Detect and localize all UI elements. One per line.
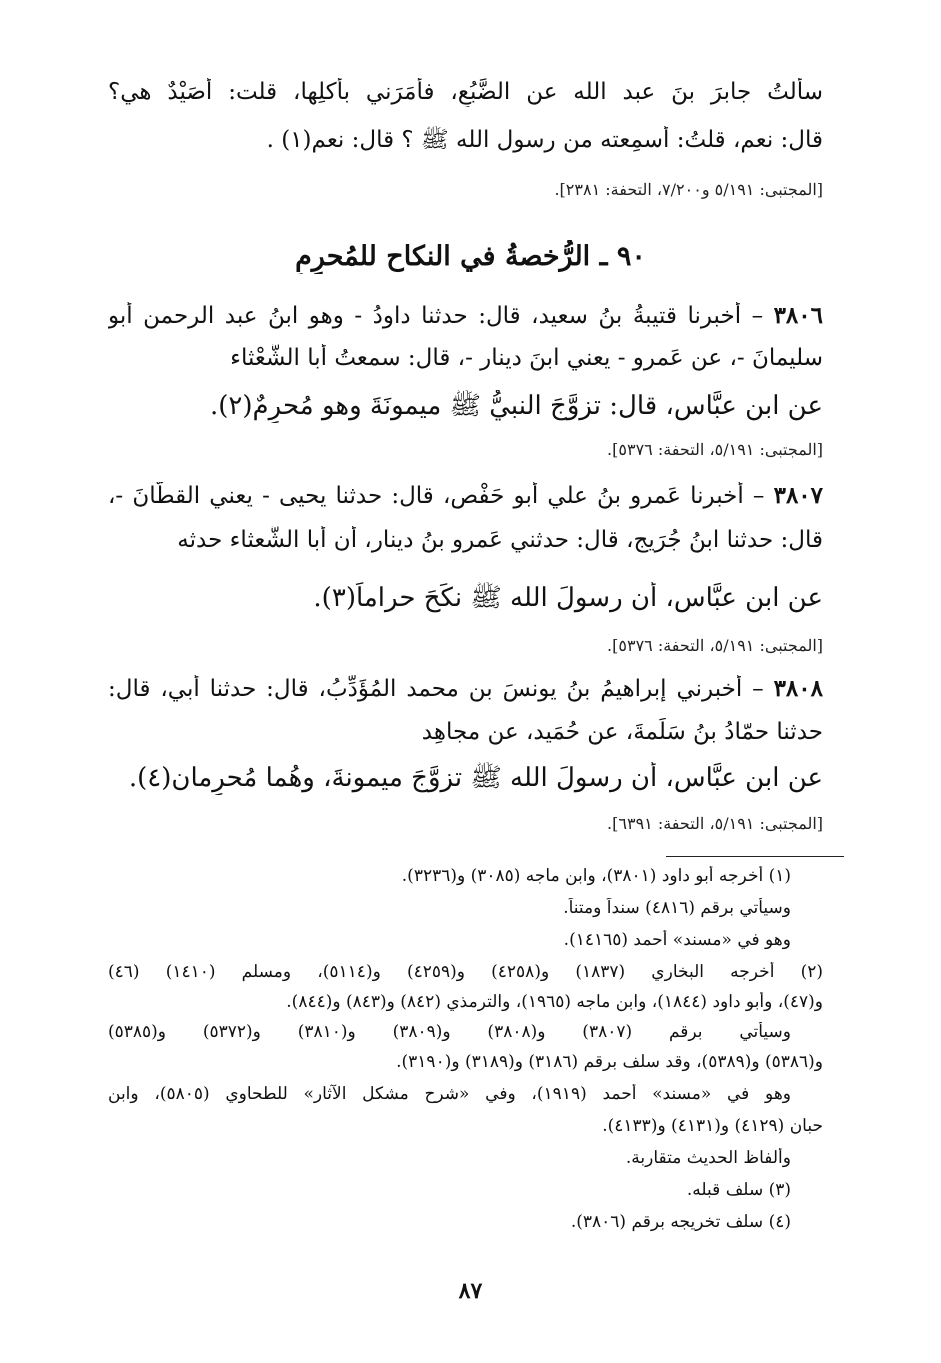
- hadith-isnad-line: سليمانَ -، عن عَمرو - يعني ابنَ دينار -، قال: سمعتُ أبا الشَّعْثاء: [230, 345, 823, 371]
- reference-line: [المجتبى: ٥/١٩١، التحفة: ٥٣٧٦].: [607, 636, 823, 655]
- footnote-line: و(٤٧)، وأبو داود (١٨٤٤)، وابن ماجه (١٩٦٥)، والترمذي (٨٤٢) و(٨٤٣) و(٨٤٤).: [286, 992, 823, 1012]
- hadith-isnad-line: [108, 302, 823, 331]
- hadith-isnad-line: [108, 675, 823, 704]
- isnad-text: – أخبرنا عَمرو بنُ علي أبو حَفْص، قال: حدثنا يحيى - يعني القطّانَ -،: [108, 483, 765, 509]
- footnote-line: وسيأتي برقم (٣٨٠٧) و(٣٨٠٨) و(٣٨٠٩) و(٣٨١٠) و(٥٣٧٢) و(٥٣٨٥): [108, 1022, 791, 1042]
- hadith-number: ٣٨٠٧: [773, 482, 823, 509]
- footnote-line: (٢) أخرجه البخاري (١٨٣٧) و(٤٢٥٨) و(٤٢٥٩) و(٥١١٤)، ومسلم (١٤١٠) (٤٦): [108, 962, 823, 982]
- isnad-text: – أخبرني إبراهيمُ بنُ يونسَ بن محمد المُؤَدِّبُ، قال: حدثنا أبي، قال:: [108, 676, 764, 702]
- hadith-matn: عن ابن عبَّاس، أن رسولَ الله ﷺ تزوَّجَ ميمونةَ، وهُما مُحرِمان(٤).: [128, 763, 823, 793]
- hadith-isnad-line: [108, 482, 823, 511]
- footnote-separator: [666, 856, 844, 857]
- isnad-text: – أخبرنا قتيبةُ بنُ سعيد، قال: حدثنا داودُ - وهو ابنُ عبد الرحمن أبو: [108, 303, 764, 329]
- footnote-line: (١) أخرجه أبو داود (٣٨٠١)، وابن ماجه (٣٠٨٥) و(٣٢٣٦).: [401, 866, 791, 886]
- hadith-isnad-line: قال: حدثنا ابنُ جُرَيج، قال: حدثني عَمرو بنُ دينار، أن أبا الشَّعثاء حدثه: [177, 527, 823, 553]
- footnote-line: وألفاظ الحديث متقاربة.: [625, 1148, 791, 1168]
- hadith-number: ٣٨٠٨: [773, 675, 823, 702]
- footnote-line: و(٥٣٨٦) و(٥٣٨٩)، وقد سلف برقم (٣١٨٦) و(٣١٨٩) و(٣١٩٠).: [396, 1052, 823, 1072]
- footnote-line: (٣) سلف قبله.: [686, 1180, 791, 1200]
- text-line: سألتُ جابرَ بنَ عبد الله عن الضَّبُعِ، فأمَرَني بأكلِها، قلت: أصَيْدٌ هي؟: [108, 79, 823, 105]
- footnote-line: حبان (٤١٢٩) و(٤١٣١) و(٤١٣٣).: [602, 1116, 823, 1136]
- footnote-line: (٤) سلف تخريجه برقم (٣٨٠٦).: [570, 1212, 791, 1232]
- hadith-matn: عن ابن عبَّاس، قال: تزوَّجَ النبيُّ ﷺ ميمونَةَ وهو مُحرِمٌ(٢).: [210, 391, 823, 421]
- hadith-matn: عن ابن عبَّاس، أن رسولَ الله ﷺ نكَحَ حراماً(٣).: [313, 583, 823, 613]
- footnote-line: وهو في «مسند» أحمد (١٩١٩)، وفي «شرح مشكل الآثار» للطحاوي (٥٨٠٥)، وابن: [108, 1084, 791, 1104]
- footnote-line: وهو في «مسند» أحمد (١٤١٦٥).: [563, 930, 791, 950]
- reference-line: [المجتبى: ٥/١٩١ و٧/٢٠٠، التحفة: ٢٣٨١].: [554, 180, 823, 199]
- page-number: ٨٧: [458, 1278, 483, 1304]
- hadith-number: ٣٨٠٦: [773, 302, 823, 329]
- reference-line: [المجتبى: ٥/١٩١، التحفة: ٦٣٩١].: [607, 814, 823, 833]
- reference-line: [المجتبى: ٥/١٩١، التحفة: ٥٣٧٦].: [607, 440, 823, 459]
- text-line: قال: نعم، قلتُ: أسمِعته من رسول الله ﷺ ؟ قال: نعم(١) .: [266, 127, 823, 153]
- footnote-line: وسيأتي برقم (٤٨١٦) سنداً ومتناً.: [563, 898, 791, 918]
- hadith-isnad-line: حدثنا حمّادُ بنُ سَلَمةَ، عن حُمَيد، عن مجاهِد: [421, 719, 823, 745]
- chapter-title: ٩٠ ـ الرُّخصةُ في النكاح للمُحرِمِ: [295, 241, 646, 272]
